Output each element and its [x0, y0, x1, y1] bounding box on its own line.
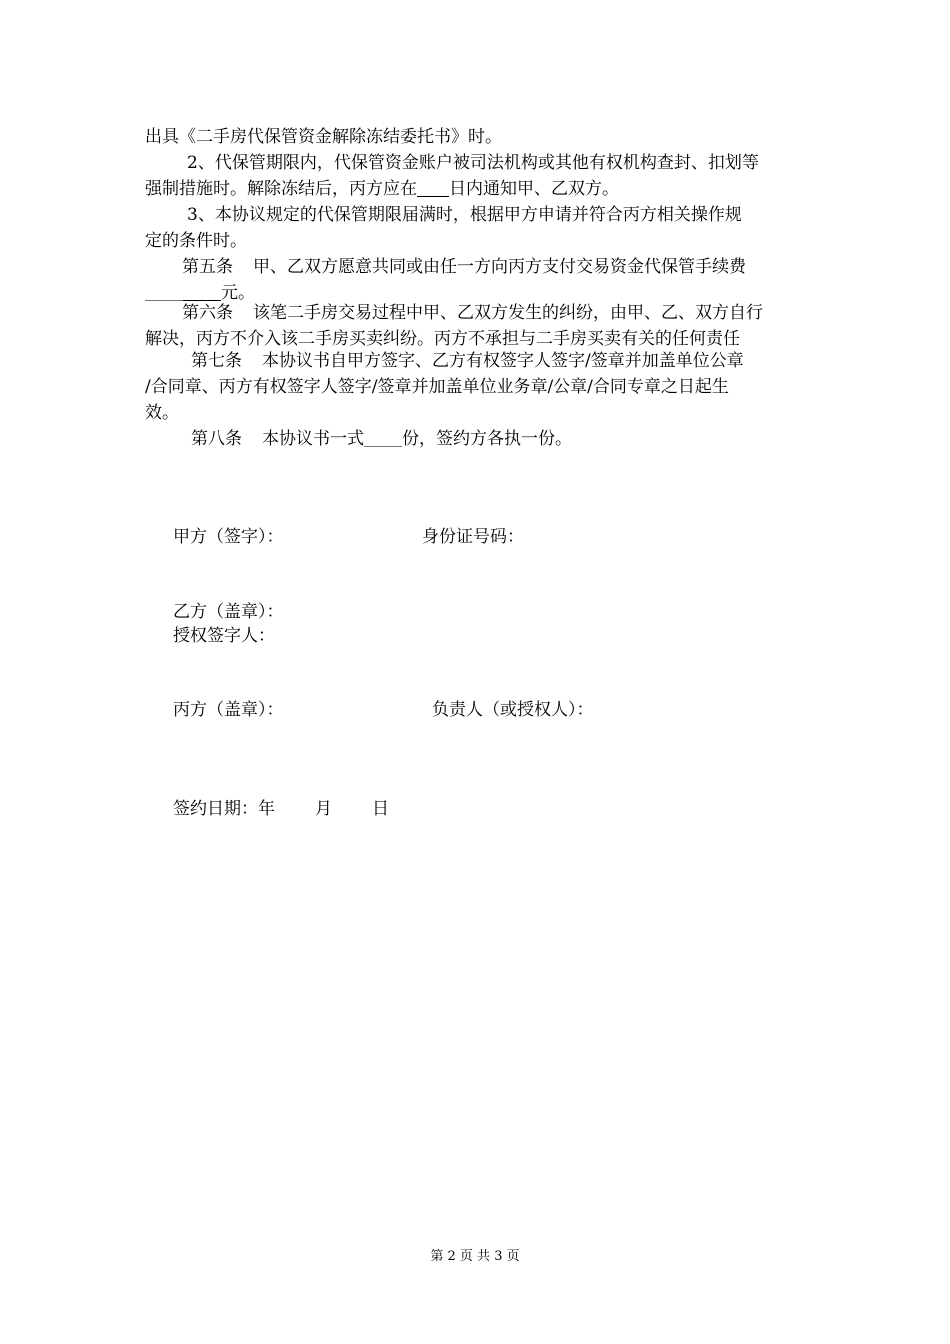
text-segment: 强制措施时。解除冻结后，丙方应在 [145, 179, 417, 199]
party-b-seal-label: 乙方（盖章）： [173, 602, 284, 622]
text-segment: 份，签约方各执一份。 [402, 429, 572, 449]
authorized-signer-label: 授权签字人： [173, 626, 275, 646]
text-segment: 该笔二手房交易过程中甲、乙双方发生的纠纷，由甲、乙、双方自行 [253, 303, 763, 323]
sign-date-label [173, 797, 389, 821]
text-line [145, 176, 810, 202]
blank-days-field [417, 178, 449, 197]
article-6 [145, 300, 810, 352]
sign-date-month: 月 [315, 799, 332, 819]
text-line [145, 300, 810, 326]
article-heading: 第六条 [182, 303, 233, 323]
id-number-label: 身份证号码： [422, 527, 524, 547]
text-segment: 本协议书一式 [262, 429, 364, 449]
paragraph-release-condition [145, 124, 810, 150]
text-line [145, 426, 810, 452]
blank-fee-field [183, 282, 221, 301]
text-line: 解决，丙方不介入该二手房买卖纠纷。丙方不承担与二手房买卖有关的任何责任 [145, 329, 740, 349]
article-heading: 第八条 [191, 429, 242, 449]
text-line: 2、代保管期限内，代保管资金账户被司法机构或其他有权机构查封、扣划等 [187, 153, 759, 173]
text-segment: 元。 [221, 283, 255, 303]
article-heading: 第七条 [191, 351, 242, 371]
text-line: 出具《二手房代保管资金解除冻结委托书》时。 [145, 127, 502, 147]
sign-date-year: 签约日期：年 [173, 799, 275, 819]
responsible-person-label: 负责人（或授权人）： [432, 700, 594, 720]
party-a-signature-label: 甲方（签字）： [173, 527, 284, 547]
text-line [145, 348, 810, 374]
text-segment: 日内通知甲、乙双方。 [449, 179, 619, 199]
page-footer: 第 2 页 共 3 页 [430, 1249, 520, 1264]
article-7 [145, 348, 810, 426]
article-5 [145, 254, 810, 306]
blank-copies-field [364, 428, 402, 447]
paragraph-term-expiry [145, 202, 810, 254]
blank-fee-field [145, 282, 183, 301]
sign-date-day: 日 [372, 799, 389, 819]
party-c-seal-label: 丙方（盖章）： [173, 700, 284, 720]
paragraph-judicial-freeze [145, 150, 810, 202]
text-segment: 本协议书自甲方签字、乙方有权签字人签字/签章并加盖单位公章 [262, 351, 744, 371]
text-line: 效。 [145, 403, 179, 423]
article-8 [145, 426, 810, 452]
text-segment: 甲、乙双方愿意共同或由任一方向丙方支付交易资金代保管手续费 [253, 257, 746, 277]
text-line [145, 254, 810, 280]
text-line: 定的条件时。 [145, 231, 247, 251]
text-line: /合同章、丙方有权签字人签字/签章并加盖单位业务章/公章/合同专章之日起生 [145, 377, 729, 397]
text-line: 3、本协议规定的代保管期限届满时，根据甲方申请并符合丙方相关操作规 [187, 205, 742, 225]
article-heading: 第五条 [182, 257, 233, 277]
